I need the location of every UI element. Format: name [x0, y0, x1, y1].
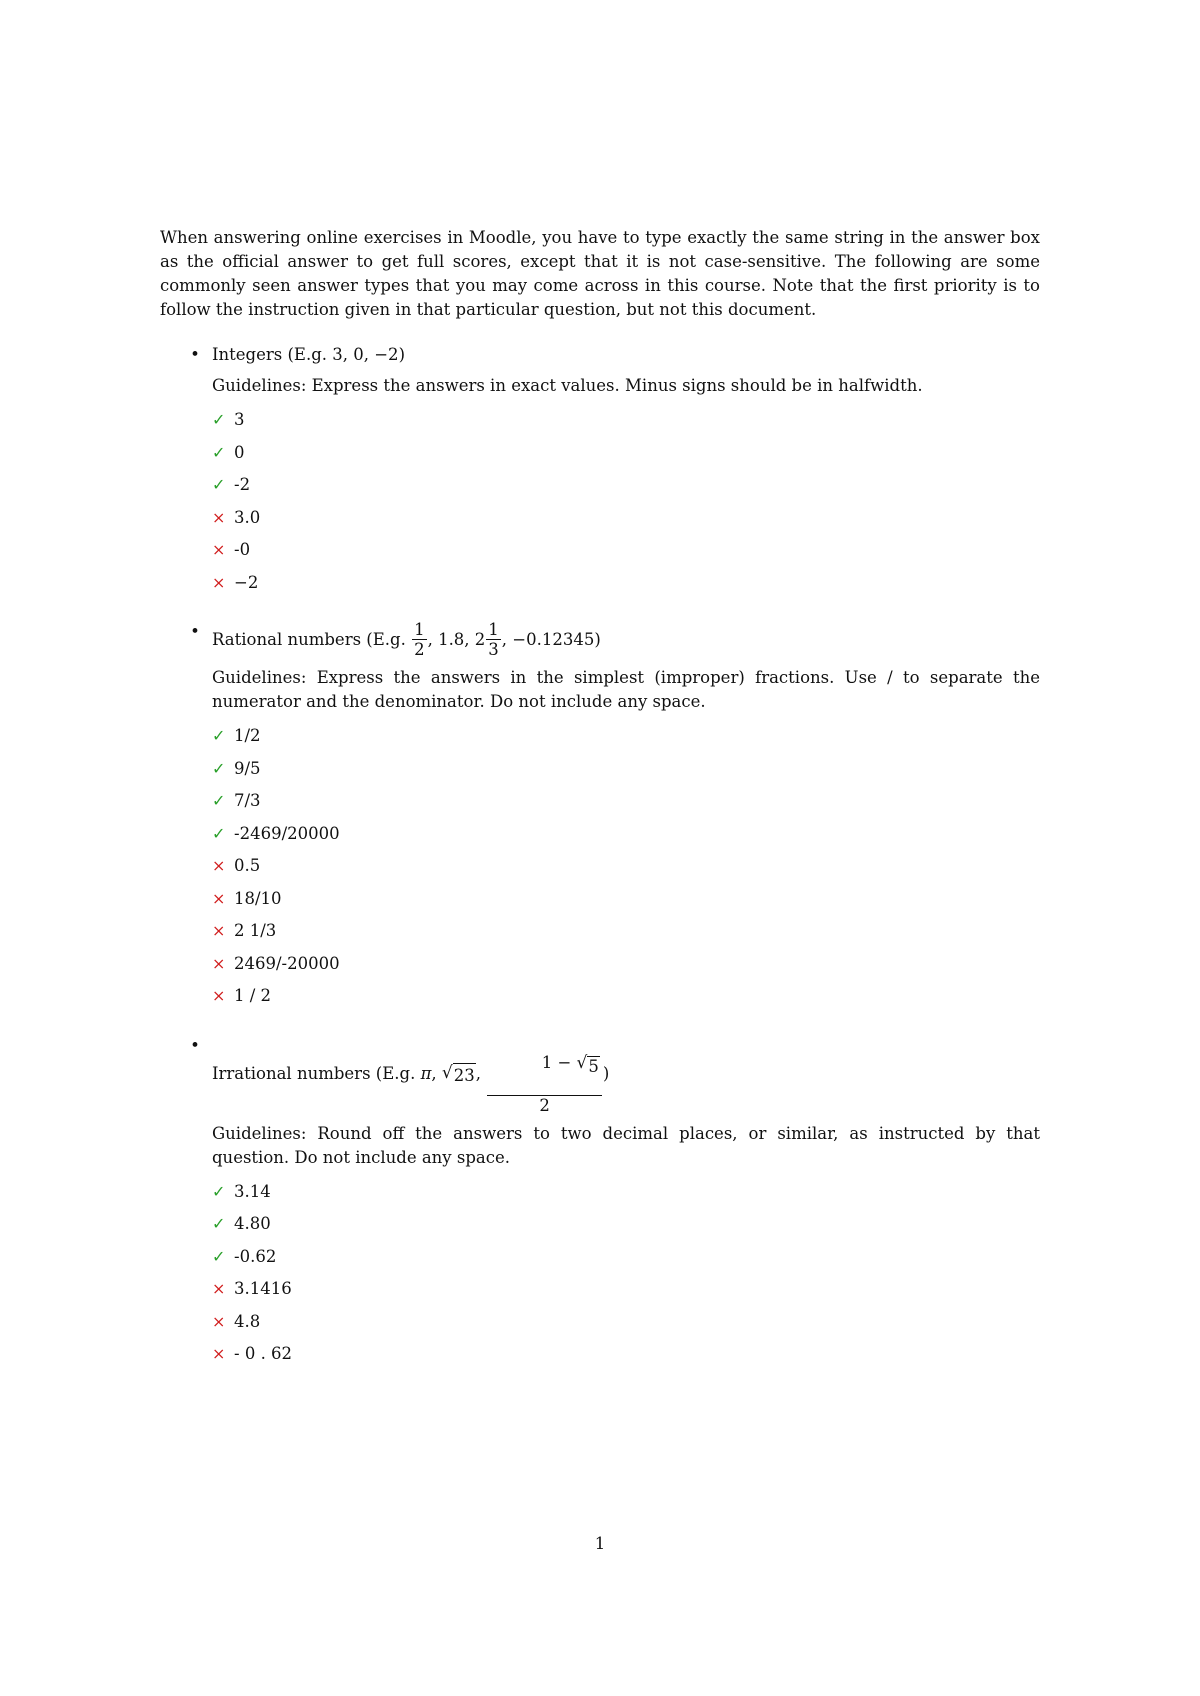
- correct-answer-item: [212, 1176, 1040, 1209]
- answer-text: −2: [234, 572, 259, 592]
- answer-text: -2469/20000: [234, 823, 340, 843]
- incorrect-answer-item: [212, 915, 1040, 948]
- answer-text: 0: [234, 442, 245, 462]
- answer-text: 1 / 2: [234, 986, 272, 1006]
- section-rational: [160, 620, 1040, 1013]
- correct-answer-item: [212, 1208, 1040, 1241]
- closing-paren: ): [398, 345, 405, 364]
- answer-text: 4.80: [234, 1214, 271, 1234]
- cross-icon: ×: [212, 1311, 226, 1331]
- guideline-text: Guidelines: Round off the answers to two decimal places, or similar, as instructed by that question. Do not include any space.: [212, 1123, 1040, 1167]
- radical-icon: √: [441, 1062, 453, 1083]
- incorrect-answer-item: [212, 980, 1040, 1013]
- fraction-one-third: [486, 620, 501, 659]
- fraction-numerator: 1: [414, 620, 425, 639]
- fraction-one-half: [412, 620, 427, 659]
- answer-text: 1/2: [234, 726, 261, 746]
- fraction-numerator: [487, 1034, 602, 1096]
- incorrect-answer-item: [212, 534, 1040, 567]
- section-integers: [160, 343, 1040, 599]
- incorrect-answer-item: [212, 567, 1040, 600]
- answer-text: 3.14: [234, 1181, 271, 1201]
- answer-list: [212, 720, 1040, 1013]
- check-icon: ✓: [212, 1214, 226, 1234]
- cross-icon: ×: [212, 540, 226, 560]
- cross-icon: ×: [212, 921, 226, 941]
- inline-separator: ,: [431, 1064, 442, 1083]
- correct-answer-item: [212, 1241, 1040, 1274]
- cross-icon: ×: [212, 856, 226, 876]
- correct-answer-item: [212, 785, 1040, 818]
- answer-text: 2 1/3: [234, 921, 277, 941]
- answer-text: 3.0: [234, 507, 261, 527]
- fraction-numerator: 1: [488, 620, 499, 639]
- cross-icon: ×: [212, 986, 226, 1006]
- cross-icon: ×: [212, 888, 226, 908]
- check-icon: ✓: [212, 475, 226, 495]
- radicand: 23: [453, 1063, 476, 1088]
- incorrect-answer-item: [212, 502, 1040, 535]
- answer-text: 18/10: [234, 888, 282, 908]
- bullet-icon: •: [190, 622, 200, 641]
- incorrect-answer-item: [212, 850, 1040, 883]
- section-heading: [212, 1034, 1040, 1115]
- check-icon: ✓: [212, 726, 226, 746]
- answer-text: -0.62: [234, 1246, 277, 1266]
- check-icon: ✓: [212, 1181, 226, 1201]
- answer-text: -2: [234, 475, 251, 495]
- fraction-denominator: 3: [488, 640, 499, 659]
- check-icon: ✓: [212, 791, 226, 811]
- incorrect-answer-item: [212, 1273, 1040, 1306]
- answer-text: 9/5: [234, 758, 261, 778]
- correct-answer-item: [212, 720, 1040, 753]
- document-page: [160, 226, 1040, 1371]
- cross-icon: ×: [212, 507, 226, 527]
- guideline-text: Guidelines: Express the answers in exact values. Minus signs should be in halfwidth.: [212, 376, 923, 395]
- check-icon: ✓: [212, 410, 226, 430]
- check-icon: ✓: [212, 823, 226, 843]
- answer-text: 0.5: [234, 856, 261, 876]
- correct-answer-item: [212, 469, 1040, 502]
- correct-answer-item: [212, 437, 1040, 470]
- closing-paren: ): [602, 1064, 610, 1083]
- bullet-icon: •: [190, 345, 200, 364]
- fraction-golden: [487, 1034, 602, 1115]
- page-number: 1: [594, 1534, 606, 1553]
- section-title: Rational numbers (E.g.: [212, 629, 412, 649]
- bullet-icon: •: [190, 1035, 200, 1055]
- guideline-text: Guidelines: Express the answers in the simplest (improper) fractions. Use / to separate the numerator and the denominator. Do not include any space.: [212, 668, 1040, 711]
- inline-separator: ,: [475, 1064, 487, 1083]
- correct-answer-item: [212, 753, 1040, 786]
- incorrect-answer-item: [212, 1338, 1040, 1371]
- answer-text: 7/3: [234, 791, 261, 811]
- correct-answer-item: [212, 818, 1040, 851]
- correct-answer-item: [212, 404, 1040, 437]
- cross-icon: ×: [212, 1279, 226, 1299]
- section-title: Integers (E.g.: [212, 345, 333, 364]
- incorrect-answer-item: [212, 1306, 1040, 1339]
- fraction-denominator: 2: [414, 640, 425, 659]
- fraction-denominator: 2: [539, 1095, 550, 1115]
- check-icon: ✓: [212, 758, 226, 778]
- cross-icon: ×: [212, 1344, 226, 1364]
- square-root: [577, 1054, 600, 1076]
- section-irrational: [160, 1034, 1040, 1371]
- check-icon: ✓: [212, 442, 226, 462]
- section-heading: [212, 620, 1040, 659]
- incorrect-answer-item: [212, 883, 1040, 916]
- pi-symbol: π: [420, 1064, 432, 1083]
- check-icon: ✓: [212, 1246, 226, 1266]
- inline-separator: , −0.12345: [501, 629, 595, 649]
- answer-text: 4.8: [234, 1311, 261, 1331]
- inline-separator: , 1.8, 2: [427, 629, 486, 649]
- section-title: Irrational numbers (E.g.: [212, 1064, 421, 1083]
- radicand: 5: [588, 1056, 599, 1076]
- answer-text: - 0 . 62: [234, 1344, 293, 1364]
- answer-list: [212, 1176, 1040, 1371]
- answer-text: 2469/-20000: [234, 953, 340, 973]
- numerator-prefix: 1 −: [541, 1052, 577, 1072]
- intro-paragraph: When answering online exercises in Moodle, you have to type exactly the same string in the answer box as the official answer to get full scores, except that it is not case-sensitive. The following are some commonly seen answer types that you may come across in this course. Note that the first priority is to follow the instruction given in that particular question, but not this document.: [160, 228, 1040, 319]
- answer-list: [212, 404, 1040, 599]
- cross-icon: ×: [212, 572, 226, 592]
- radical-icon: √: [576, 1052, 588, 1073]
- incorrect-answer-item: [212, 948, 1040, 981]
- answer-text: 3.1416: [234, 1279, 292, 1299]
- answer-text: -0: [234, 540, 251, 560]
- square-root: [442, 1061, 476, 1088]
- cross-icon: ×: [212, 953, 226, 973]
- inline-examples: 3, 0, −2: [332, 345, 399, 364]
- section-heading: [212, 343, 1040, 367]
- closing-paren: ): [594, 629, 601, 649]
- answer-text: 3: [234, 410, 245, 430]
